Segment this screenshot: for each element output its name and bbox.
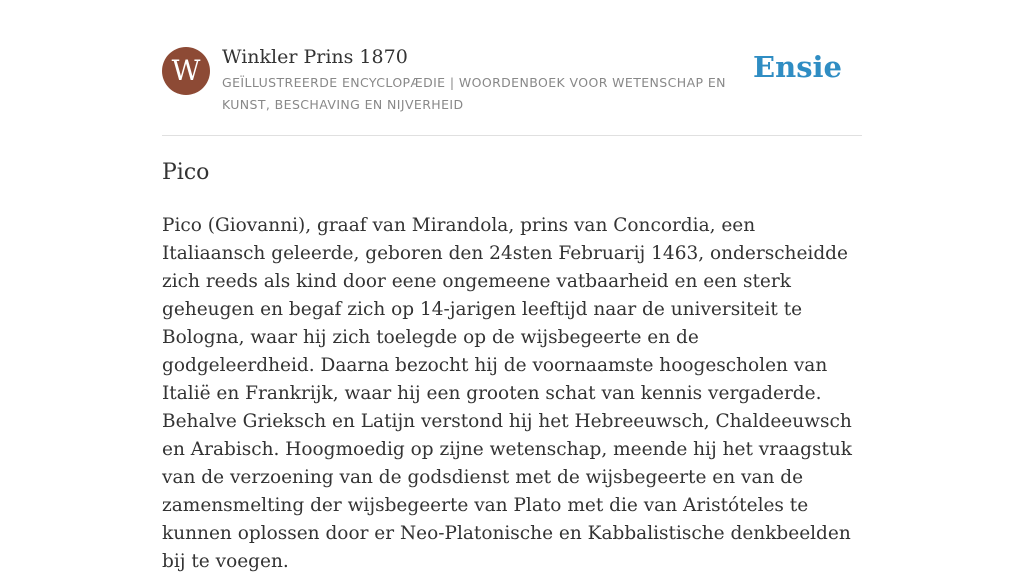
source-header	[162, 44, 862, 116]
entry-title: Pico	[162, 160, 210, 185]
source-title[interactable]: Winkler Prins 1870	[222, 46, 408, 68]
entry-body: Pico (Giovanni), graaf van Mirandola, prins van Concordia, een Italiaansch geleerde, geboren den 24sten Februarij 1463, onderscheidde zich reeds als kind door eene ongemeene vatbaarheid en een sterk geheugen en begaf zich op 14-jarigen leeftijd naar de universiteit te Bologna, waar hij zich toelegde op de wijsbegeerte en de godgeleerdheid. Daarna bezocht hij de voornaamste hoogescholen van Italië en Frankrijk, waar hij een grooten schat van kennis vergaderde. Behalve Grieksch en Latijn verstond hij het Hebreeuwsch, Chaldeeuwsch en Arabisch. Hoogmoedig op zijne wetenschap, meende hij het vraagstuk van de verzoening van de godsdienst met de wijsbegeerte en van de zamensmelting der wijsbegeerte van Plato met die van Aristóteles te kunnen oplossen door er Neo-Platonische en Kabbalistische denkbeelden bij te voegen.	[162, 215, 853, 572]
source-avatar[interactable]: W	[162, 47, 210, 95]
ensie-logo[interactable]: Ensie	[753, 50, 842, 84]
source-subtitle: GEÏLLUSTREERDE ENCYCLOPÆDIE | WOORDENBOEK VOOR WETENSCHAP EN KUNST, BESCHAVING EN NIJVERHEID	[222, 75, 726, 112]
header-divider	[162, 135, 862, 136]
